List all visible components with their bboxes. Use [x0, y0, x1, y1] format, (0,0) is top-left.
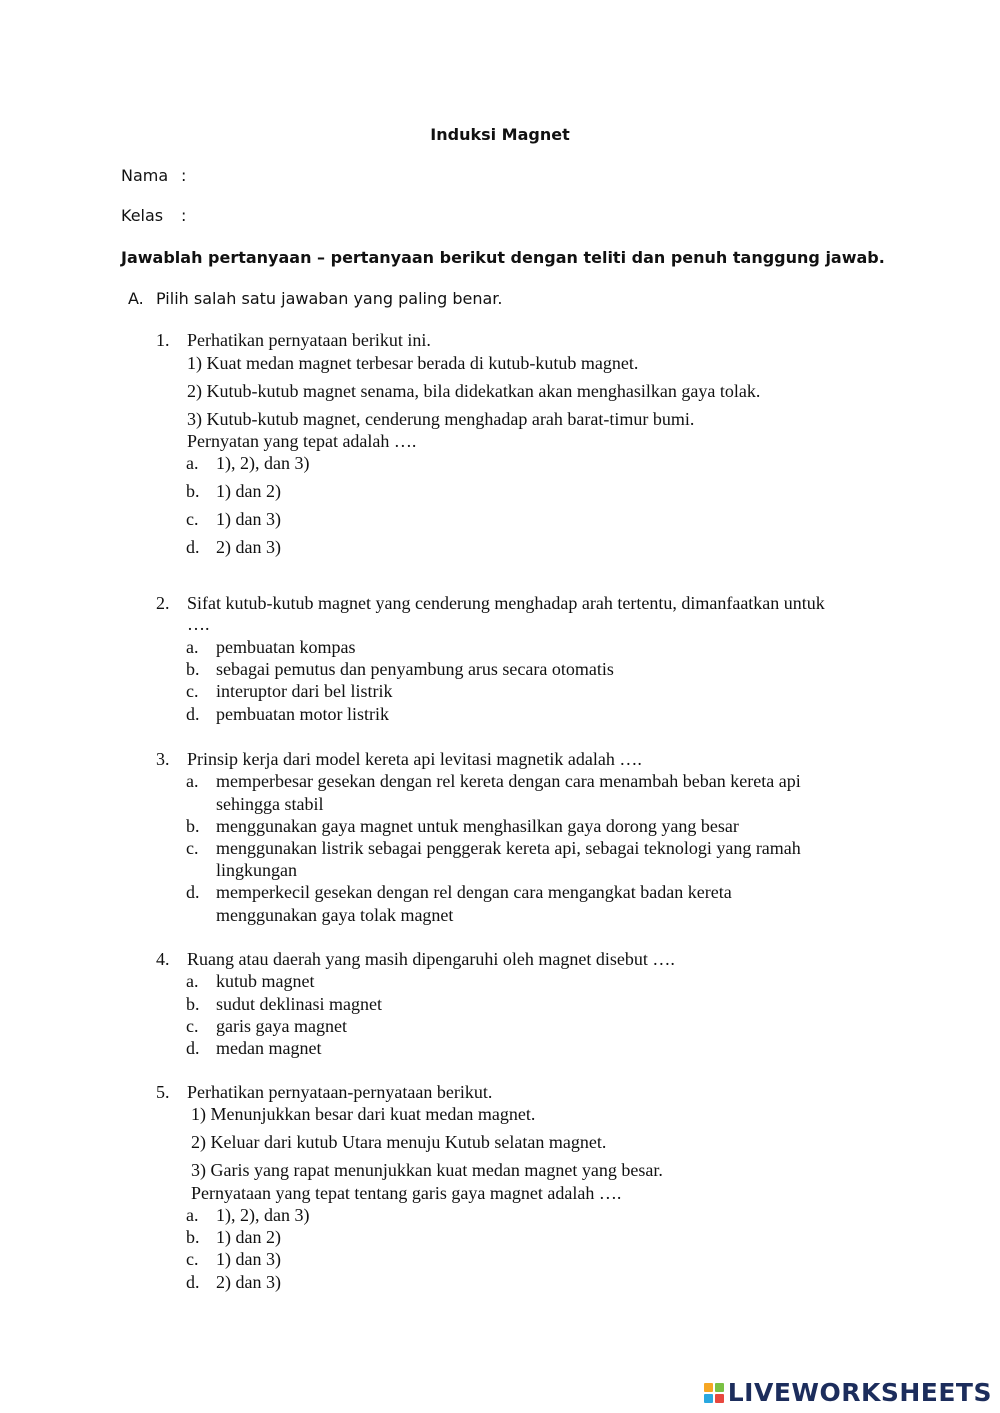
option-c-text: menggunakan listrik sebagai penggerak kereta api, sebagai teknologi yang ramah: [216, 838, 801, 858]
option-a-text: 1), 2), dan 3): [216, 1205, 310, 1225]
question-prompt: Pernyatan yang tepat adalah ….: [187, 431, 417, 451]
option-b-letter: b.: [186, 659, 200, 679]
question-text-continued: ….: [187, 614, 210, 634]
option-d-text: medan magnet: [216, 1038, 322, 1058]
section-a-letter: A.: [128, 289, 144, 308]
option-b-letter: b.: [186, 994, 200, 1014]
option-d-letter: d.: [186, 1272, 200, 1292]
option-b-letter: b.: [186, 1227, 200, 1247]
question-text: Ruang atau daerah yang masih dipengaruhi oleh magnet disebut ….: [187, 949, 675, 969]
question-number: 1.: [156, 330, 170, 350]
option-a-letter: a.: [186, 1205, 199, 1225]
logo-square-blue: [704, 1394, 713, 1403]
option-c-letter: c.: [186, 509, 199, 529]
option-b-letter: b.: [186, 481, 200, 501]
option-d-text-continued: menggunakan gaya tolak magnet: [216, 905, 454, 925]
statement-1: 1) Menunjukkan besar dari kuat medan magnet.: [191, 1104, 536, 1124]
question-number: 3.: [156, 749, 170, 769]
option-b-text: sebagai pemutus dan penyambung arus secara otomatis: [216, 659, 614, 679]
statement-3: 3) Garis yang rapat menunjukkan kuat medan magnet yang besar.: [191, 1160, 663, 1180]
question-text: Sifat kutub-kutub magnet yang cenderung menghadap arah tertentu, dimanfaatkan untuk: [187, 593, 825, 613]
statement-2: 2) Keluar dari kutub Utara menuju Kutub selatan magnet.: [191, 1132, 607, 1152]
option-d-text: memperkecil gesekan dengan rel dengan cara mengangkat badan kereta: [216, 882, 732, 902]
question-number: 4.: [156, 949, 170, 969]
option-a-letter: a.: [186, 971, 199, 991]
option-d-text: 2) dan 3): [216, 1272, 281, 1292]
statement-1: 1) Kuat medan magnet terbesar berada di kutub-kutub magnet.: [187, 353, 639, 373]
kelas-colon: :: [181, 206, 187, 225]
nama-colon: :: [181, 166, 187, 185]
logo-square-green: [715, 1383, 724, 1392]
statement-3: 3) Kutub-kutub magnet, cenderung menghadap arah barat-timur bumi.: [187, 409, 695, 429]
option-c-text: interuptor dari bel listrik: [216, 681, 393, 701]
kelas-label: Kelas: [121, 206, 164, 225]
option-a-text: kutub magnet: [216, 971, 315, 991]
option-c-text: garis gaya magnet: [216, 1016, 347, 1036]
option-d-text: pembuatan motor listrik: [216, 704, 389, 724]
option-c-text: 1) dan 3): [216, 509, 281, 529]
question-prompt: Pernyataan yang tepat tentang garis gaya magnet adalah ….: [191, 1183, 622, 1203]
option-d-letter: d.: [186, 882, 200, 902]
option-c-letter: c.: [186, 681, 199, 701]
option-d-letter: d.: [186, 537, 200, 557]
instruction: Jawablah pertanyaan – pertanyaan berikut dengan teliti dan penuh tanggung jawab.: [121, 248, 885, 267]
option-d-letter: d.: [186, 704, 200, 724]
option-c-letter: c.: [186, 1249, 199, 1269]
question-number: 5.: [156, 1082, 170, 1102]
option-b-letter: b.: [186, 816, 200, 836]
logo-text: LIVEWORKSHEETS: [727, 1378, 992, 1407]
option-d-text: 2) dan 3): [216, 537, 281, 557]
question-text: Perhatikan pernyataan-pernyataan berikut.: [187, 1082, 493, 1102]
logo-square-red: [715, 1394, 724, 1403]
option-a-text: memperbesar gesekan dengan rel kereta dengan cara menambah beban kereta api: [216, 771, 801, 791]
statement-2: 2) Kutub-kutub magnet senama, bila didekatkan akan menghasilkan gaya tolak.: [187, 381, 761, 401]
nama-label: Nama: [121, 166, 169, 185]
option-c-letter: c.: [186, 1016, 199, 1036]
option-b-text: sudut deklinasi magnet: [216, 994, 382, 1014]
section-a-text: Pilih salah satu jawaban yang paling benar.: [156, 289, 503, 308]
option-a-letter: a.: [186, 637, 199, 657]
option-a-letter: a.: [186, 453, 199, 473]
option-c-letter: c.: [186, 838, 199, 858]
liveworksheets-logo: [704, 1378, 992, 1407]
option-d-letter: d.: [186, 1038, 200, 1058]
logo-grid-icon: [704, 1383, 724, 1403]
option-a-text: pembuatan kompas: [216, 637, 356, 657]
option-a-text: 1), 2), dan 3): [216, 453, 310, 473]
option-a-letter: a.: [186, 771, 199, 791]
worksheet-title: Induksi Magnet: [430, 125, 570, 144]
option-b-text: 1) dan 2): [216, 1227, 281, 1247]
question-text: Perhatikan pernyataan berikut ini.: [187, 330, 431, 350]
question-text: Prinsip kerja dari model kereta api levitasi magnetik adalah ….: [187, 749, 642, 769]
option-b-text: menggunakan gaya magnet untuk menghasilkan gaya dorong yang besar: [216, 816, 739, 836]
option-c-text-continued: lingkungan: [216, 860, 297, 880]
logo-square-orange: [704, 1383, 713, 1392]
option-c-text: 1) dan 3): [216, 1249, 281, 1269]
option-a-text-continued: sehingga stabil: [216, 794, 324, 814]
question-number: 2.: [156, 593, 170, 613]
option-b-text: 1) dan 2): [216, 481, 281, 501]
